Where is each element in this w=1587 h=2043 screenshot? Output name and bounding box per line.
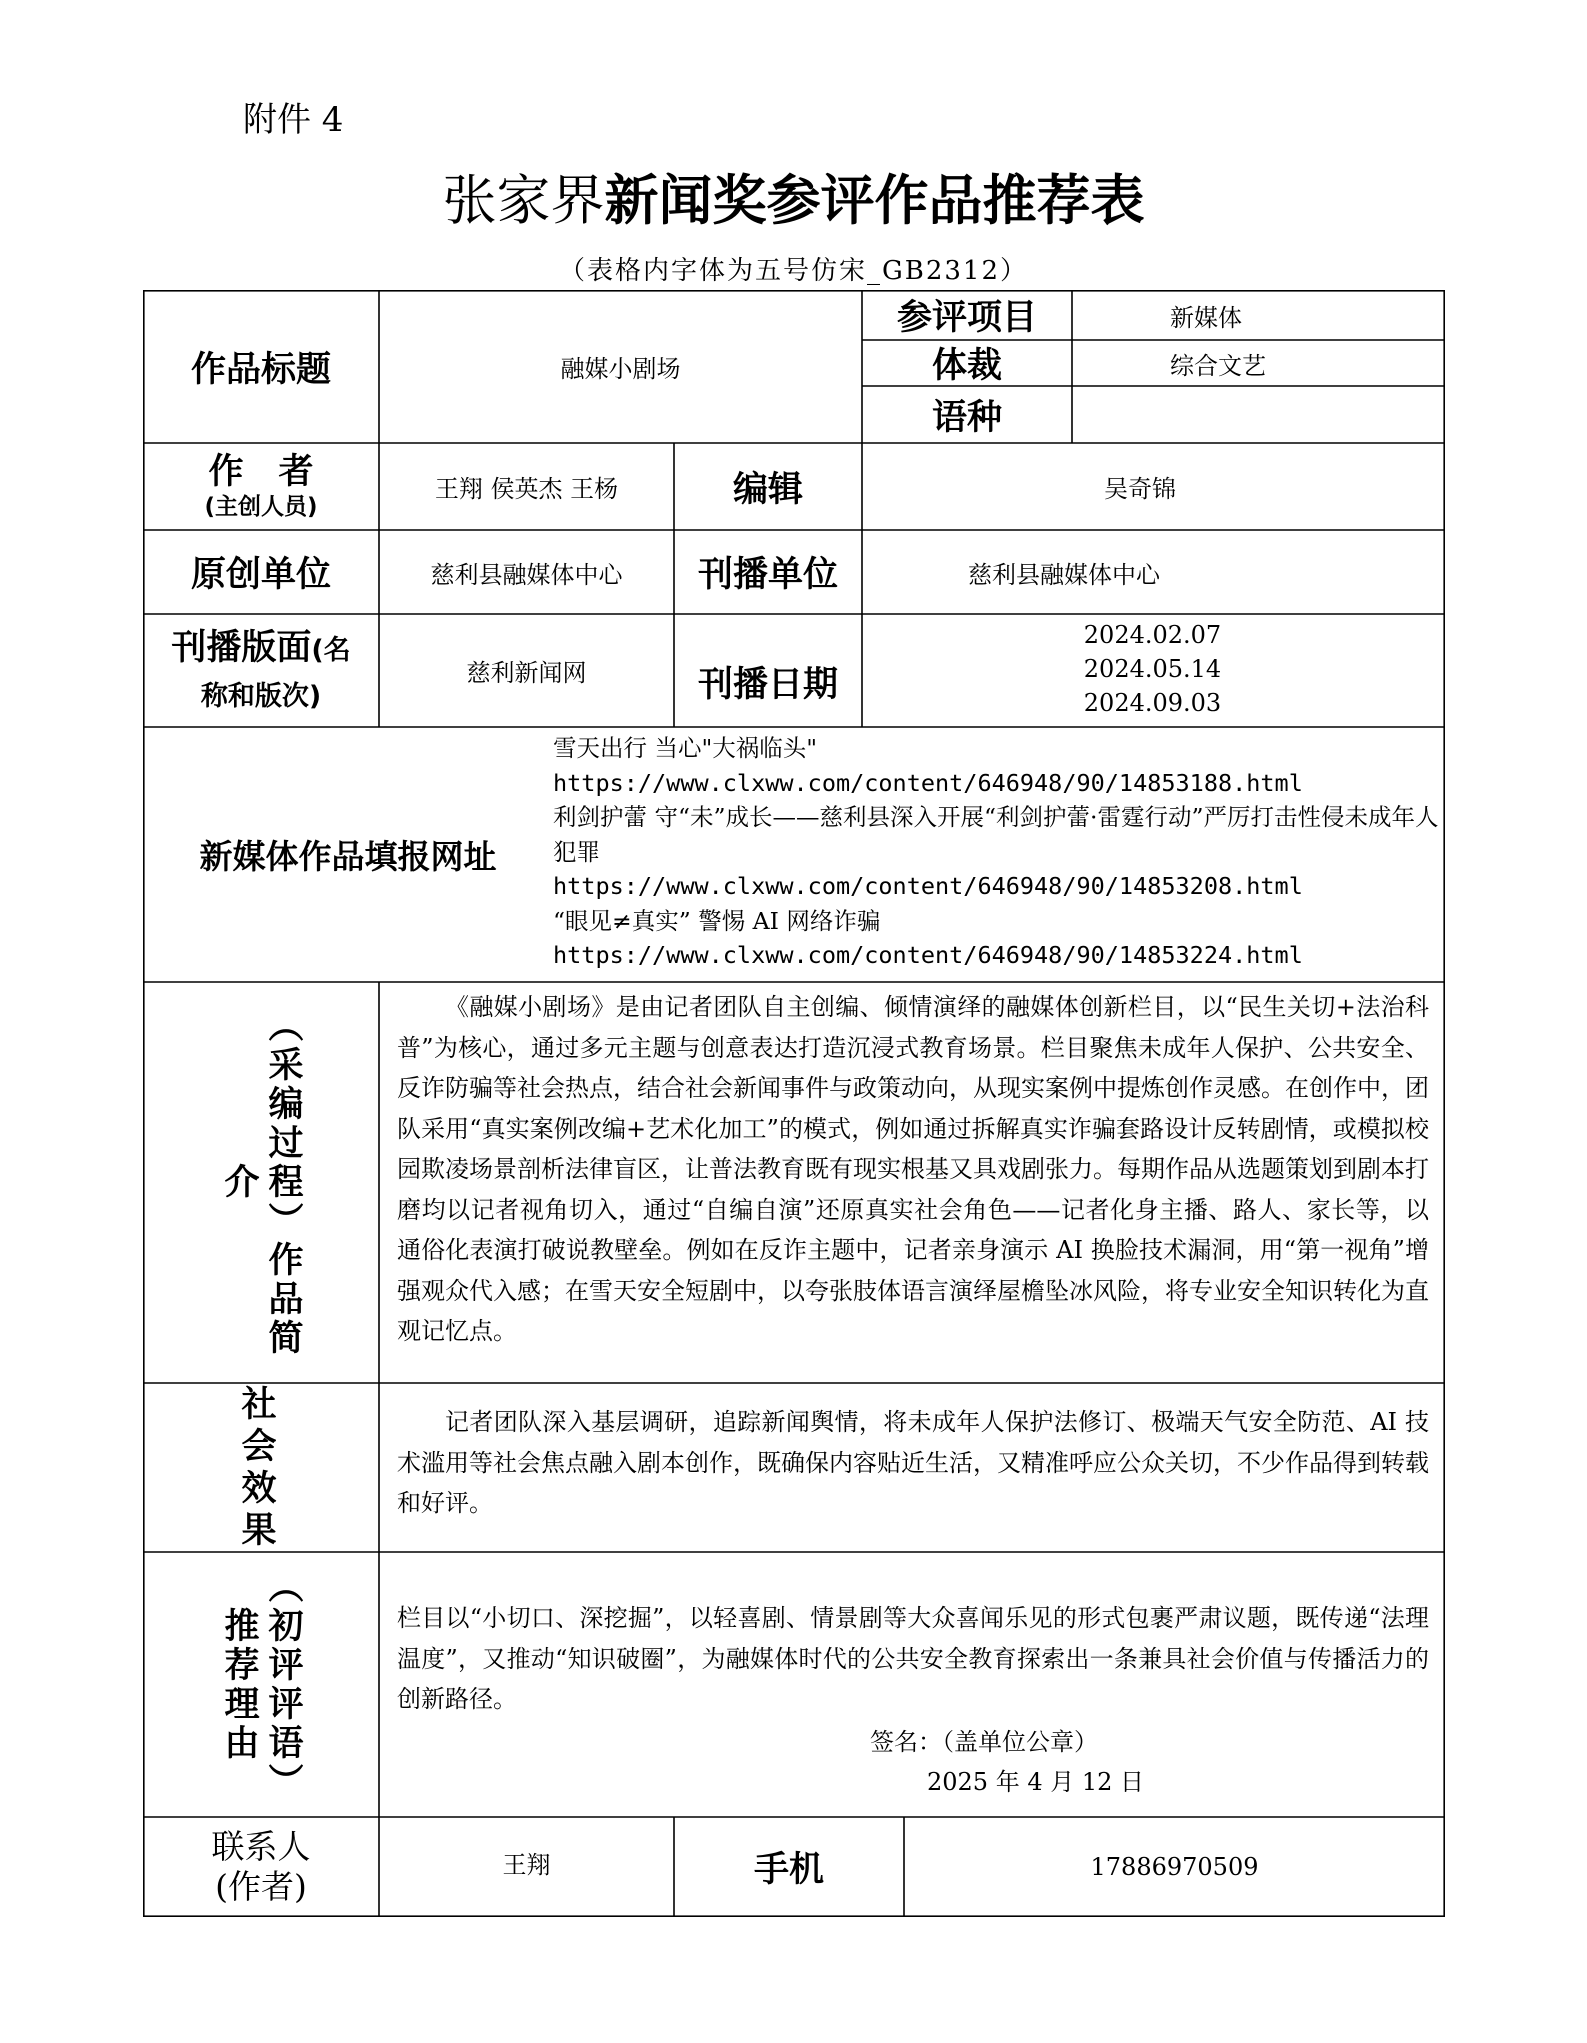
publish-date-3: 2024.09.03: [1083, 689, 1222, 717]
category-label: 参评项目: [896, 298, 1037, 338]
url-item-title: 利剑护蕾 守“未”成长——慈利县深入开展“利剑护蕾·雷霆行动”严厉打击性侵未成年人犯罪: [553, 803, 1439, 866]
effect-paragraph: 记者团队深入基层调研，追踪新闻舆情，将未成年人保护法修订、极端天气安全防范、AI 技术滥用等社会焦点融入剧本创作，既确保内容贴近生活，又精准呼应公众关切，不少作品得到转载和好评。: [397, 1408, 1429, 1517]
publish-page-label: 刊播版面: [171, 627, 312, 668]
publish-date-label: 刊播日期: [697, 664, 838, 705]
contact-value: 王翔: [502, 1850, 551, 1879]
editor-value: 吴奇锦: [1104, 475, 1176, 503]
contact-label: 联系人: [211, 1827, 311, 1866]
contact-label-cell: [143, 1817, 379, 1917]
review-paragraph: 栏目以“小切口、深挖掘”，以轻喜剧、情景剧等大众喜闻乐见的形式包裹严肃议题，既传递“法理温度”，又推动“知识破圈”，为融媒体时代的公共安全教育探索出一条兼具社会价值与传播活力的创新路径。: [397, 1604, 1429, 1713]
url-item-link[interactable]: https://www.clxww.com/content/646948/90/14853208.html: [553, 872, 1303, 900]
effect-text: [397, 1402, 1429, 1524]
signature-line: 签名：（盖单位公章）: [870, 1728, 1098, 1756]
work-title-value: 融媒小剧场: [560, 355, 681, 383]
origin-unit-value: 慈利县融媒体中心: [430, 560, 623, 589]
process-paragraph: 《融媒小剧场》是由记者团队自主创编、倾情演绎的融媒体创新栏目，以“民生关切+法治科普”为核心，通过多元主题与创意表达打造沉浸式教育场景。栏目聚焦未成年人保护、公共安全、反诈防骗等社会热点，结合社会新闻事件与政策动向，从现实案例中提炼创作灵感。在创作中，团队采用“真实案例改编+艺术化加工”的模式，例如通过拆解真实诈骗套路设计反转剧情，或模拟校园欺凌场景剖析法律盲区，让普法教育既有现实根基又具戏剧张力。每期作品从选题策划到剧本打磨均以记者视角切入，通过“自编自演”还原真实社会角色——记者化身主播、路人、家长等，以通俗化表演打破说教壁垒。例如在反诈主题中，记者亲身演示 AI 换脸技术漏洞，用“第一视角”增强观众代入感；在雪天安全短剧中，以夸张肢体语言演绎屋檐坠冰风险，将专业安全知识转化为直观记忆点。: [397, 993, 1429, 1345]
language-value: [1072, 386, 1445, 443]
author-label-cell: [143, 443, 379, 530]
phone-value: 17886970509: [1090, 1853, 1259, 1881]
phone-label: 手机: [753, 1850, 824, 1890]
title-part-3: 奖参评作品推荐表: [712, 168, 1145, 232]
publish-page-label-cell: [143, 614, 379, 727]
review-text: [397, 1598, 1429, 1720]
effect-label: 社会效果: [241, 1384, 281, 1551]
title-part-1: 张家界: [442, 169, 605, 232]
genre-label: 体裁: [931, 346, 1002, 386]
title-part-2: 新闻: [604, 168, 713, 232]
effect-label-cell: [143, 1383, 379, 1552]
work-title-label: 作品标题: [190, 349, 331, 390]
origin-unit-label: 原创单位: [190, 555, 331, 595]
subtitle: （表格内字体为五号仿宋_GB2312）: [558, 256, 1029, 286]
url-item-title: 雪天出行 当心"大祸临头": [553, 734, 818, 762]
url-item-link[interactable]: https://www.clxww.com/content/646948/90/14853188.html: [553, 768, 1303, 797]
publish-page-value: 慈利新闻网: [466, 659, 587, 687]
author-value: 王翔 侯英杰 王杨: [434, 475, 619, 503]
review-label: （初评评语）推荐理由: [219, 1567, 303, 1802]
publish-date-2: 2024.05.14: [1083, 655, 1222, 683]
author-sublabel: (主创人员): [204, 493, 318, 520]
publish-date-1: 2024.02.07: [1083, 621, 1222, 649]
process-label: （采编过程）作品简介: [219, 1007, 303, 1358]
genre-value: 综合文艺: [1170, 351, 1266, 380]
publish-page-label-line1: [171, 625, 350, 677]
publish-unit-label: 刊播单位: [697, 555, 838, 595]
language-label: 语种: [931, 397, 1002, 438]
publish-page-label-tail: (名: [311, 634, 351, 666]
urls-label: 新媒体作品填报网址: [199, 837, 497, 876]
process-label-cell: [143, 982, 379, 1383]
publish-date-list: [862, 614, 1445, 727]
recommendation-form: [143, 290, 1445, 1917]
author-label: 作 者: [208, 451, 314, 492]
review-label-cell: [143, 1552, 379, 1817]
publish-unit-value: 慈利县融媒体中心: [968, 560, 1160, 589]
page-title: [0, 158, 1587, 235]
urls-list: [553, 731, 1439, 973]
editor-label: 编辑: [732, 469, 803, 510]
attachment-label: 附件 4: [243, 100, 344, 140]
url-item-link[interactable]: https://www.clxww.com/content/646948/90/14853224.html: [553, 941, 1303, 969]
contact-sublabel: (作者): [215, 1867, 307, 1906]
process-text: [397, 987, 1429, 1352]
url-item-title: “眼见≠真实” 警惕 AI 网络诈骗: [553, 906, 881, 935]
review-date: 2025 年 4 月 12 日: [927, 1768, 1145, 1796]
category-value: 新媒体: [1170, 303, 1242, 332]
publish-page-label-line2: 称和版次): [200, 680, 322, 712]
